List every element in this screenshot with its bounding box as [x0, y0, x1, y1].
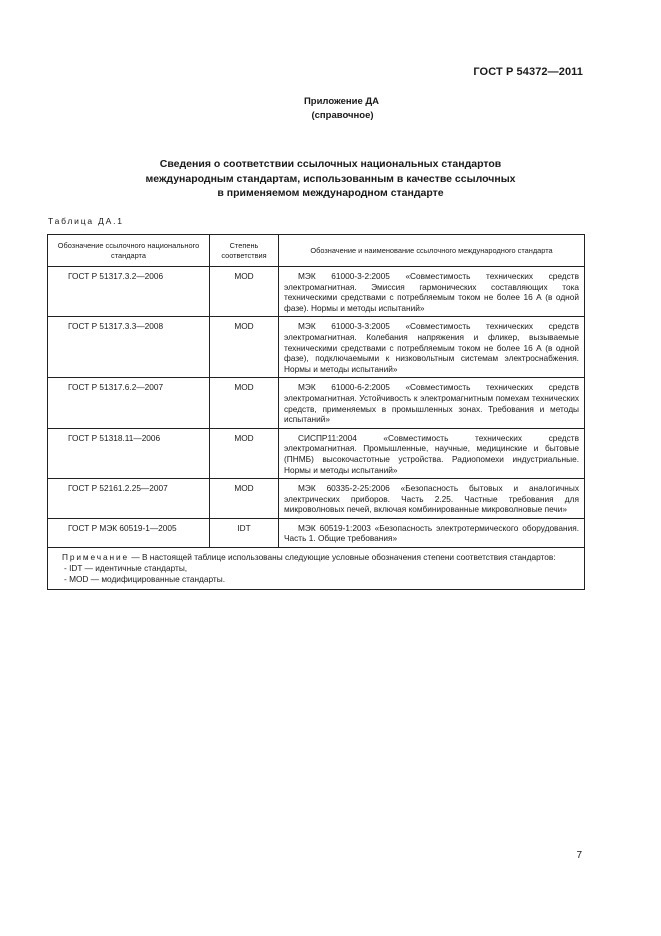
table-row: [48, 378, 585, 428]
international-standard-cell: [279, 479, 585, 519]
international-standard-cell: [279, 378, 585, 428]
degree-cell: IDT: [210, 518, 279, 547]
table-caption: Таблица ДА.1: [48, 216, 124, 226]
section-title-line: Сведения о соответствии ссылочных национальных стандартов: [159, 158, 502, 170]
national-standard-cell: ГОСТ Р МЭК 60519-1—2005: [48, 518, 210, 547]
section-title: [0, 157, 661, 201]
degree-cell: MOD: [210, 267, 279, 317]
table-row: [48, 428, 585, 478]
note-item: - MOD — модифицированные стандарты.: [64, 574, 226, 585]
international-standard-text: МЭК 60335-2-25:2006 «Безопасность бытовых и аналогичных электрических приборов. Часть 2.25. Частные требования для микроволновых печей, включая комбинированные микроволновые печи»: [284, 483, 579, 515]
national-standard-cell: ГОСТ Р 51317.3.3—2008: [48, 317, 210, 378]
standards-table: [47, 234, 585, 590]
national-standard-cell: ГОСТ Р 52161.2.25—2007: [48, 479, 210, 519]
table-row: [48, 317, 585, 378]
column-header-degree: Степень соответствия: [210, 235, 279, 267]
degree-cell: MOD: [210, 479, 279, 519]
column-header-international: Обозначение и наименование ссылочного международного стандарта: [279, 235, 585, 267]
international-standard-text: МЭК 61000-6-2:2005 «Совместимость технических средств электромагнитная. Устойчивость к электромагнитным помехам технических средств, применяемых в промышленных зонах. Требования и методы испытаний»: [284, 382, 579, 425]
degree-cell: MOD: [210, 378, 279, 428]
table-row: [48, 267, 585, 317]
international-standard-text: СИСПР11:2004 «Совместимость технических средств электромагнитная. Промышленные, научные, медицинские и бытовые (ПНМБ) высокочастотные устройства. Радиопомехи индустриальные. Нормы и методы испытаний»: [284, 432, 579, 475]
international-standard-text: МЭК 61000-3-2:2005 «Совместимость технических средств электромагнитная. Эмиссия гармонических составляющих тока техническими средствами с потребляемым током не более 16 А (в одной фазе). Нормы и методы испытаний»: [284, 271, 579, 313]
national-standard-cell: ГОСТ Р 51317.3.2—2006: [48, 267, 210, 317]
international-standard-text: МЭК 61000-3-3:2005 «Совместимость технических средств электромагнитная. Колебания напряжения и фликер, вызываемые техническими средствами с потребляемым током не более 16 А (в одной фазе), подключаемыми к низковольтным системам электроснабжения. Нормы и методы испытаний»: [284, 321, 579, 374]
international-standard-cell: [279, 317, 585, 378]
international-standard-text: МЭК 60519-1:2003 «Безопасность электротермического оборудования. Часть 1. Общие требования»: [284, 522, 579, 544]
table-note-row: [48, 548, 585, 590]
appendix-heading: [0, 95, 661, 123]
table-note: [48, 548, 585, 590]
international-standard-cell: [279, 267, 585, 317]
national-standard-cell: ГОСТ Р 51317.6.2—2007: [48, 378, 210, 428]
international-standard-cell: [279, 518, 585, 547]
appendix-title: Приложение ДА: [303, 96, 380, 107]
section-title-line: в применяемом международном стандарте: [217, 187, 444, 199]
degree-cell: MOD: [210, 428, 279, 478]
note-text: — В настоящей таблице использованы следующие условные обозначения степени соответствия стандартов:: [131, 552, 556, 563]
note-item: - IDT — идентичные стандарты,: [64, 563, 188, 574]
document-number: ГОСТ Р 54372—2011: [473, 66, 583, 78]
international-standard-cell: [279, 428, 585, 478]
appendix-subtitle: (справочное): [311, 110, 374, 121]
national-standard-cell: ГОСТ Р 51318.11—2006: [48, 428, 210, 478]
note-lead: Примечание: [62, 552, 130, 563]
degree-cell: MOD: [210, 317, 279, 378]
table-header-row: [48, 235, 585, 267]
column-header-national: Обозначение ссылочного национального стандарта: [48, 235, 210, 267]
table-row: [48, 479, 585, 519]
table-row: [48, 518, 585, 547]
page-number: 7: [576, 850, 582, 861]
section-title-line: международным стандартам, использованным в качестве ссылочных: [145, 172, 516, 185]
